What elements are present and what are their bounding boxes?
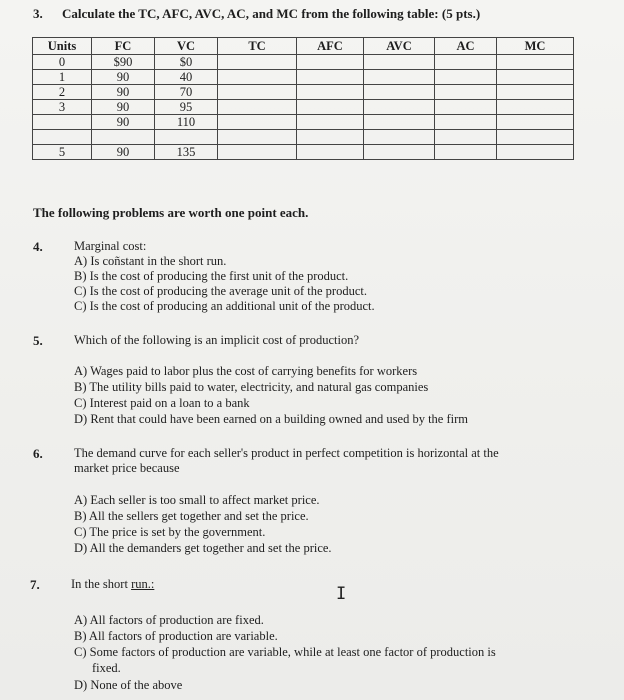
table-cell[interactable] [364,100,435,115]
table-cell[interactable] [218,130,297,145]
table-cell: 2 [33,85,92,100]
table-cell[interactable] [218,85,297,100]
q7-stem-prefix: In the short [71,577,132,591]
table-cell: 95 [155,100,218,115]
q4-stem: Marginal cost: [74,239,147,253]
q7-option[interactable]: B) All factors of production are variable. [74,629,278,643]
q6-stem-line2: market price because [74,461,180,475]
table-cell [155,130,218,145]
table-row [33,145,574,160]
table-cell[interactable] [497,100,574,115]
table-cell[interactable] [497,85,574,100]
table-cell[interactable] [297,85,364,100]
table-cell[interactable] [218,115,297,130]
table-row [33,115,574,130]
table-cell: $0 [155,55,218,70]
table-header: AFC [297,38,364,55]
section-heading: The following problems are worth one point each. [33,205,309,220]
q5-number: 5. [33,333,43,348]
cost-table [32,37,574,160]
table-cell [33,130,92,145]
table-cell[interactable] [435,145,497,160]
table-cell[interactable] [297,145,364,160]
q4-number: 4. [33,239,43,254]
table-cell [92,130,155,145]
q4-option[interactable]: C) Is the cost of producing the average unit of the product. [74,284,367,298]
table-cell[interactable] [435,115,497,130]
q5-option[interactable]: B) The utility bills paid to water, electricity, and natural gas companies [74,380,429,394]
table-cell: 90 [92,115,155,130]
table-cell [33,115,92,130]
table-cell[interactable] [364,130,435,145]
q5-stem: Which of the following is an implicit cost of production? [74,333,360,347]
q6-stem-line1: The demand curve for each seller's product in perfect competition is horizontal at the [74,446,499,460]
table-cell: 3 [33,100,92,115]
table-cell[interactable] [364,115,435,130]
q6-option[interactable]: D) All the demanders get together and set the price. [74,541,332,555]
q5-option[interactable]: A) Wages paid to labor plus the cost of carrying benefits for workers [74,364,418,378]
q3-text: Calculate the TC, AFC, AVC, AC, and MC from the following table: (5 pts.) [62,6,481,21]
table-header: TC [218,38,297,55]
table-cell[interactable] [364,70,435,85]
table-cell: 70 [155,85,218,100]
table-cell[interactable] [297,115,364,130]
q7-option[interactable]: D) None of the above [74,678,183,692]
table-cell: 90 [92,145,155,160]
table-cell: 1 [33,70,92,85]
table-cell[interactable] [297,100,364,115]
table-cell: 40 [155,70,218,85]
table-cell[interactable] [497,130,574,145]
table-cell[interactable] [218,70,297,85]
table-cell[interactable] [218,100,297,115]
q7-option[interactable]: A) All factors of production are fixed. [74,613,264,627]
table-cell: $90 [92,55,155,70]
table-cell[interactable] [364,85,435,100]
table-header: AVC [364,38,435,55]
q6-option[interactable]: C) The price is set by the government. [74,525,266,539]
text-cursor-icon: I [336,584,347,604]
table-cell[interactable] [497,70,574,85]
table-cell[interactable] [435,85,497,100]
table-header: Units [33,38,92,55]
table-cell[interactable] [435,130,497,145]
table-cell: 135 [155,145,218,160]
table-cell[interactable] [435,70,497,85]
q5-option[interactable]: D) Rent that could have been earned on a building owned and used by the firm [74,412,468,426]
q7-stem-link[interactable]: run.: [131,577,155,591]
table-cell[interactable] [497,115,574,130]
table-cell: 0 [33,55,92,70]
table-row [33,85,574,100]
table-cell[interactable] [364,55,435,70]
table-header: MC [497,38,574,55]
table-header-row [33,38,574,55]
q6-option[interactable]: A) Each seller is too small to affect market price. [74,493,320,507]
table-row [33,55,574,70]
table-cell[interactable] [297,130,364,145]
table-cell: 110 [155,115,218,130]
table-header: FC [92,38,155,55]
table-row [33,130,574,145]
table-header: VC [155,38,218,55]
q6-number: 6. [33,446,43,461]
table-cell[interactable] [497,145,574,160]
table-cell: 90 [92,85,155,100]
q3-number: 3. [33,6,43,21]
q4-option[interactable]: C) Is the cost of producing an additional unit of the product. [74,299,375,313]
table-cell[interactable] [218,145,297,160]
q4-option[interactable]: A) Is coñstant in the short run. [74,254,227,268]
table-cell: 90 [92,70,155,85]
table-cell[interactable] [435,55,497,70]
table-cell[interactable] [297,70,364,85]
table-row [33,100,574,115]
table-cell[interactable] [364,145,435,160]
q7-option[interactable]: C) Some factors of production are variable, while at least one factor of production is [74,645,496,659]
q5-option[interactable]: C) Interest paid on a loan to a bank [74,396,250,410]
table-cell[interactable] [497,55,574,70]
table-cell[interactable] [435,100,497,115]
table-cell[interactable] [218,55,297,70]
q6-option[interactable]: B) All the sellers get together and set the price. [74,509,309,523]
table-row [33,70,574,85]
table-cell: 5 [33,145,92,160]
q7-number: 7. [30,577,40,592]
q4-option[interactable]: B) Is the cost of producing the first unit of the product. [74,269,349,283]
q7-option-continued: fixed. [92,661,121,675]
table-cell: 90 [92,100,155,115]
table-header: AC [435,38,497,55]
q7-stem [71,577,154,592]
table-cell[interactable] [297,55,364,70]
